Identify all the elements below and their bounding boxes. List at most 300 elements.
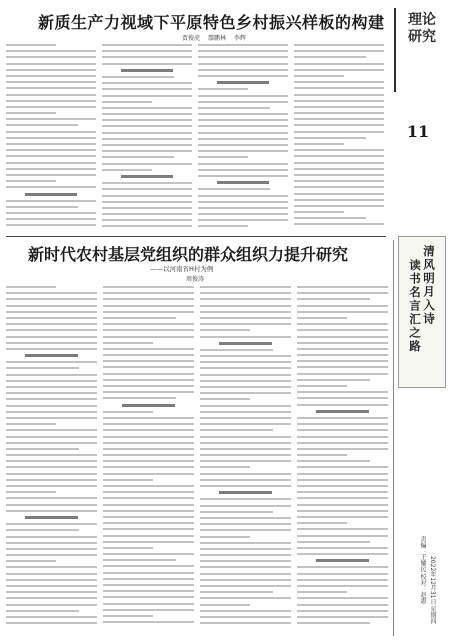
text-line bbox=[6, 180, 56, 182]
text-line bbox=[200, 423, 291, 425]
text-line bbox=[103, 329, 194, 331]
text-line bbox=[200, 616, 291, 618]
text-line bbox=[103, 596, 194, 598]
text-line bbox=[297, 391, 388, 393]
text-line bbox=[297, 354, 388, 356]
text-line bbox=[297, 385, 347, 387]
text-line bbox=[294, 124, 384, 126]
text-line bbox=[200, 305, 291, 307]
text-line bbox=[200, 392, 291, 394]
text-line bbox=[294, 50, 384, 52]
text-line bbox=[6, 380, 97, 382]
text-line bbox=[198, 63, 288, 65]
slogan-line-2: 读书名言汇之路 bbox=[408, 259, 422, 354]
text-line bbox=[6, 548, 97, 550]
text-line bbox=[297, 298, 370, 300]
text-line bbox=[6, 106, 96, 108]
text-line bbox=[294, 211, 344, 213]
text-line bbox=[103, 497, 194, 499]
text-line bbox=[6, 174, 96, 176]
text-line bbox=[103, 448, 194, 450]
text-line bbox=[103, 510, 194, 512]
text-line bbox=[294, 223, 384, 225]
text-line bbox=[297, 516, 388, 518]
text-line bbox=[6, 124, 78, 126]
section-heading bbox=[25, 193, 77, 196]
text-line bbox=[294, 44, 384, 46]
text-line bbox=[103, 336, 194, 338]
text-line bbox=[103, 311, 194, 313]
text-line bbox=[297, 305, 388, 307]
text-line bbox=[6, 554, 97, 556]
text-line bbox=[200, 498, 291, 500]
editor-credit: 责编：王耀民 校对：赵惠 bbox=[419, 536, 426, 604]
text-line bbox=[200, 317, 291, 319]
text-line bbox=[102, 225, 192, 227]
section-heading bbox=[217, 81, 269, 84]
text-line bbox=[103, 603, 194, 605]
text-line bbox=[294, 75, 344, 77]
text-line bbox=[297, 473, 388, 475]
text-line bbox=[198, 113, 288, 115]
text-line bbox=[200, 367, 291, 369]
text-line bbox=[102, 207, 192, 209]
text-line bbox=[200, 517, 291, 519]
text-line bbox=[6, 622, 97, 624]
article-divider bbox=[6, 236, 386, 237]
text-line bbox=[297, 423, 388, 425]
text-line bbox=[6, 168, 96, 170]
text-line bbox=[297, 448, 388, 450]
section-tab bbox=[394, 8, 444, 92]
text-line bbox=[200, 585, 291, 587]
text-line bbox=[297, 541, 370, 543]
text-line bbox=[198, 50, 288, 52]
text-line bbox=[200, 622, 291, 624]
text-line bbox=[6, 206, 78, 208]
text-line bbox=[297, 616, 388, 618]
article2-title: 新时代农村基层党组织的群众组织力提升研究 bbox=[28, 245, 349, 264]
text-line bbox=[198, 150, 288, 152]
section-heading bbox=[217, 181, 269, 184]
text-line bbox=[102, 125, 192, 127]
text-line bbox=[103, 473, 194, 475]
text-line bbox=[6, 50, 96, 52]
text-line bbox=[200, 560, 291, 562]
text-line bbox=[6, 100, 96, 102]
text-line bbox=[294, 56, 366, 58]
text-line bbox=[6, 87, 96, 89]
text-line bbox=[297, 366, 388, 368]
text-line bbox=[200, 349, 273, 351]
text-line bbox=[297, 535, 388, 537]
text-line bbox=[103, 609, 194, 611]
text-line bbox=[6, 573, 97, 575]
text-line bbox=[6, 429, 97, 431]
article2-byline: 周俊涛 bbox=[186, 276, 205, 283]
text-line bbox=[200, 292, 291, 294]
section-heading bbox=[25, 354, 78, 357]
text-line bbox=[297, 528, 388, 530]
text-line bbox=[6, 405, 97, 407]
text-line bbox=[200, 511, 273, 513]
text-line bbox=[6, 466, 97, 468]
text-line bbox=[102, 156, 174, 158]
text-line bbox=[103, 429, 194, 431]
text-line bbox=[6, 597, 97, 599]
text-line bbox=[294, 162, 384, 164]
section-heading bbox=[316, 410, 369, 413]
text-line bbox=[103, 292, 194, 294]
text-line bbox=[297, 323, 388, 325]
text-line bbox=[102, 195, 192, 197]
text-line bbox=[6, 162, 96, 164]
text-line bbox=[102, 182, 192, 184]
text-line bbox=[6, 94, 96, 96]
text-line bbox=[102, 88, 192, 90]
text-line bbox=[103, 391, 194, 393]
text-column bbox=[6, 44, 96, 231]
text-line bbox=[297, 547, 388, 549]
text-line bbox=[6, 81, 96, 83]
text-line bbox=[294, 118, 384, 120]
text-line bbox=[198, 195, 288, 197]
text-line bbox=[103, 466, 194, 468]
text-line bbox=[6, 392, 97, 394]
text-line bbox=[297, 336, 388, 338]
text-line bbox=[103, 360, 194, 362]
text-line bbox=[103, 491, 194, 493]
text-line bbox=[6, 112, 56, 114]
text-line bbox=[200, 566, 291, 568]
text-line bbox=[294, 106, 384, 108]
text-line bbox=[6, 342, 97, 344]
text-line bbox=[6, 292, 97, 294]
text-line bbox=[6, 485, 97, 487]
text-line bbox=[200, 417, 291, 419]
text-line bbox=[198, 101, 288, 103]
text-line bbox=[297, 553, 388, 555]
text-line bbox=[198, 138, 288, 140]
text-line bbox=[198, 56, 288, 58]
text-line bbox=[6, 131, 96, 133]
text-line bbox=[103, 553, 194, 555]
text-line bbox=[198, 75, 288, 77]
text-line bbox=[200, 405, 291, 407]
text-line bbox=[6, 491, 56, 493]
text-line bbox=[103, 504, 194, 506]
text-line bbox=[103, 436, 194, 438]
text-line bbox=[297, 510, 388, 512]
text-line bbox=[198, 175, 288, 177]
section-title: 理论研究 bbox=[408, 12, 436, 45]
text-line bbox=[198, 219, 288, 221]
section-heading bbox=[25, 516, 78, 519]
text-line bbox=[297, 485, 388, 487]
text-line bbox=[200, 448, 291, 450]
text-line bbox=[103, 442, 194, 444]
text-line bbox=[102, 201, 192, 203]
text-line bbox=[294, 205, 384, 207]
text-column bbox=[294, 44, 384, 230]
text-line bbox=[294, 69, 384, 71]
text-line bbox=[6, 442, 97, 444]
text-line bbox=[294, 217, 366, 219]
text-line bbox=[294, 174, 384, 176]
text-line bbox=[6, 448, 79, 450]
text-line bbox=[297, 404, 388, 406]
text-line bbox=[103, 460, 194, 462]
text-line bbox=[297, 491, 388, 493]
text-line bbox=[103, 578, 194, 580]
text-line bbox=[6, 298, 97, 300]
text-line bbox=[103, 323, 194, 325]
text-line bbox=[103, 305, 194, 307]
article1-body bbox=[6, 44, 386, 236]
section-heading bbox=[219, 342, 272, 345]
text-line bbox=[198, 156, 248, 158]
text-line bbox=[200, 336, 291, 338]
text-line bbox=[297, 466, 388, 468]
text-line bbox=[294, 186, 384, 188]
text-line bbox=[6, 591, 97, 593]
author-3: 李辉 bbox=[233, 35, 246, 42]
text-line bbox=[103, 572, 194, 574]
text-line bbox=[198, 201, 288, 203]
section-heading bbox=[316, 559, 369, 562]
text-column bbox=[6, 286, 97, 628]
text-line bbox=[200, 466, 250, 468]
side-slogan-panel bbox=[398, 236, 446, 388]
text-line bbox=[297, 585, 388, 587]
text-line bbox=[103, 317, 176, 319]
text-line bbox=[103, 411, 153, 413]
text-line bbox=[200, 505, 291, 507]
text-line bbox=[102, 188, 192, 190]
author-2: 鄢鹏林 bbox=[207, 35, 226, 42]
text-line bbox=[6, 566, 97, 568]
text-line bbox=[297, 504, 388, 506]
text-line bbox=[103, 286, 194, 288]
text-line bbox=[6, 497, 97, 499]
author-1: 贾俊虎 bbox=[182, 35, 201, 42]
article1-title: 新质生产力视域下平原特色乡村振兴样板的构建 bbox=[38, 13, 385, 32]
text-line bbox=[297, 286, 388, 288]
text-line bbox=[103, 547, 153, 549]
text-line bbox=[103, 528, 194, 530]
text-line bbox=[297, 610, 388, 612]
text-line bbox=[198, 163, 288, 165]
text-line bbox=[294, 100, 384, 102]
text-line bbox=[294, 193, 384, 195]
text-line bbox=[103, 479, 153, 481]
text-line bbox=[6, 212, 96, 214]
text-line bbox=[102, 213, 192, 215]
text-line bbox=[200, 573, 291, 575]
text-line bbox=[297, 566, 388, 568]
text-line bbox=[6, 44, 56, 46]
text-line bbox=[198, 169, 288, 171]
text-line bbox=[200, 554, 291, 556]
text-line bbox=[103, 541, 194, 543]
text-line bbox=[200, 298, 291, 300]
text-line bbox=[200, 579, 291, 581]
text-line bbox=[200, 355, 291, 357]
text-line bbox=[297, 522, 347, 524]
text-line bbox=[200, 436, 291, 438]
slogan-line-1: 清风明月入诗 bbox=[422, 245, 436, 326]
text-line bbox=[6, 286, 56, 288]
text-line bbox=[6, 510, 97, 512]
text-line bbox=[294, 155, 384, 157]
text-line bbox=[6, 386, 97, 388]
text-line bbox=[103, 584, 194, 586]
text-line bbox=[103, 385, 194, 387]
text-line bbox=[297, 342, 388, 344]
text-line bbox=[294, 180, 384, 182]
text-line bbox=[198, 95, 288, 97]
text-line bbox=[6, 317, 97, 319]
text-line bbox=[102, 150, 192, 152]
text-line bbox=[6, 137, 96, 139]
text-line bbox=[102, 169, 152, 171]
text-line bbox=[102, 144, 192, 146]
text-line bbox=[294, 112, 384, 114]
text-line bbox=[102, 107, 192, 109]
text-line bbox=[200, 380, 291, 382]
text-line bbox=[6, 436, 97, 438]
text-line bbox=[294, 63, 384, 65]
text-line bbox=[6, 560, 56, 562]
text-line bbox=[6, 361, 97, 363]
text-line bbox=[103, 516, 194, 518]
issue-date: 2022年12月31日 星期四 bbox=[429, 556, 436, 625]
text-line bbox=[6, 69, 96, 71]
text-line bbox=[6, 224, 96, 226]
text-line bbox=[6, 218, 96, 220]
text-line bbox=[200, 361, 291, 363]
text-line bbox=[102, 63, 192, 65]
text-line bbox=[6, 56, 96, 58]
text-line bbox=[297, 373, 388, 375]
text-line bbox=[297, 597, 388, 599]
text-line bbox=[297, 329, 388, 331]
page-number: 11 bbox=[406, 122, 430, 141]
text-line bbox=[198, 88, 248, 90]
text-line bbox=[6, 367, 79, 369]
text-line bbox=[200, 523, 291, 525]
text-line bbox=[6, 473, 97, 475]
text-line bbox=[200, 548, 291, 550]
section-heading bbox=[122, 404, 175, 407]
text-line bbox=[6, 616, 97, 618]
text-line bbox=[103, 373, 194, 375]
text-line bbox=[200, 604, 250, 606]
text-line bbox=[198, 44, 288, 46]
text-line bbox=[103, 454, 194, 456]
text-column bbox=[297, 286, 388, 628]
text-line bbox=[198, 144, 288, 146]
text-line bbox=[6, 305, 97, 307]
text-line bbox=[103, 522, 194, 524]
article2-subtitle: ——以河南省H村为例 bbox=[150, 265, 214, 273]
text-line bbox=[200, 329, 250, 331]
text-column bbox=[198, 44, 288, 232]
text-line bbox=[6, 200, 96, 202]
text-line bbox=[200, 398, 250, 400]
text-line bbox=[6, 374, 97, 376]
text-line bbox=[103, 615, 153, 617]
text-line bbox=[102, 138, 192, 140]
text-line bbox=[6, 336, 97, 338]
text-line bbox=[6, 323, 97, 325]
text-line bbox=[102, 119, 192, 121]
text-line bbox=[102, 132, 192, 134]
text-line bbox=[198, 125, 288, 127]
text-line bbox=[297, 317, 347, 319]
text-line bbox=[103, 397, 176, 399]
text-line bbox=[102, 219, 192, 221]
text-line bbox=[200, 442, 291, 444]
text-line bbox=[200, 536, 250, 538]
text-line bbox=[6, 423, 56, 425]
text-line bbox=[200, 411, 291, 413]
text-line bbox=[198, 107, 270, 109]
text-line bbox=[6, 585, 97, 587]
text-line bbox=[103, 354, 194, 356]
text-line bbox=[103, 485, 194, 487]
text-line bbox=[6, 542, 97, 544]
text-line bbox=[297, 360, 388, 362]
text-line bbox=[6, 417, 97, 419]
text-line bbox=[294, 131, 384, 133]
text-line bbox=[200, 460, 291, 462]
text-line bbox=[103, 366, 194, 368]
text-line bbox=[200, 386, 291, 388]
text-line bbox=[200, 591, 273, 593]
text-line bbox=[297, 397, 388, 399]
text-line bbox=[102, 44, 192, 46]
text-line bbox=[6, 529, 79, 531]
text-line bbox=[102, 95, 192, 97]
text-line bbox=[200, 311, 291, 313]
text-line bbox=[102, 113, 192, 115]
text-line bbox=[294, 199, 384, 201]
article1-byline bbox=[182, 33, 252, 42]
text-line bbox=[294, 94, 384, 96]
text-line bbox=[103, 621, 194, 623]
text-line bbox=[6, 311, 97, 313]
text-line bbox=[297, 604, 388, 606]
text-line bbox=[198, 119, 288, 121]
text-line bbox=[297, 479, 388, 481]
text-line bbox=[6, 329, 97, 331]
section-heading bbox=[219, 491, 272, 494]
text-line bbox=[6, 63, 96, 65]
text-line bbox=[103, 423, 194, 425]
text-line bbox=[102, 163, 192, 165]
text-line bbox=[200, 479, 291, 481]
text-line bbox=[297, 460, 370, 462]
text-line bbox=[297, 497, 388, 499]
text-column bbox=[200, 286, 291, 628]
text-line bbox=[294, 168, 384, 170]
text-line bbox=[6, 454, 97, 456]
text-line bbox=[6, 504, 97, 506]
text-line bbox=[103, 348, 194, 350]
text-line bbox=[198, 188, 270, 190]
text-line bbox=[103, 559, 176, 561]
